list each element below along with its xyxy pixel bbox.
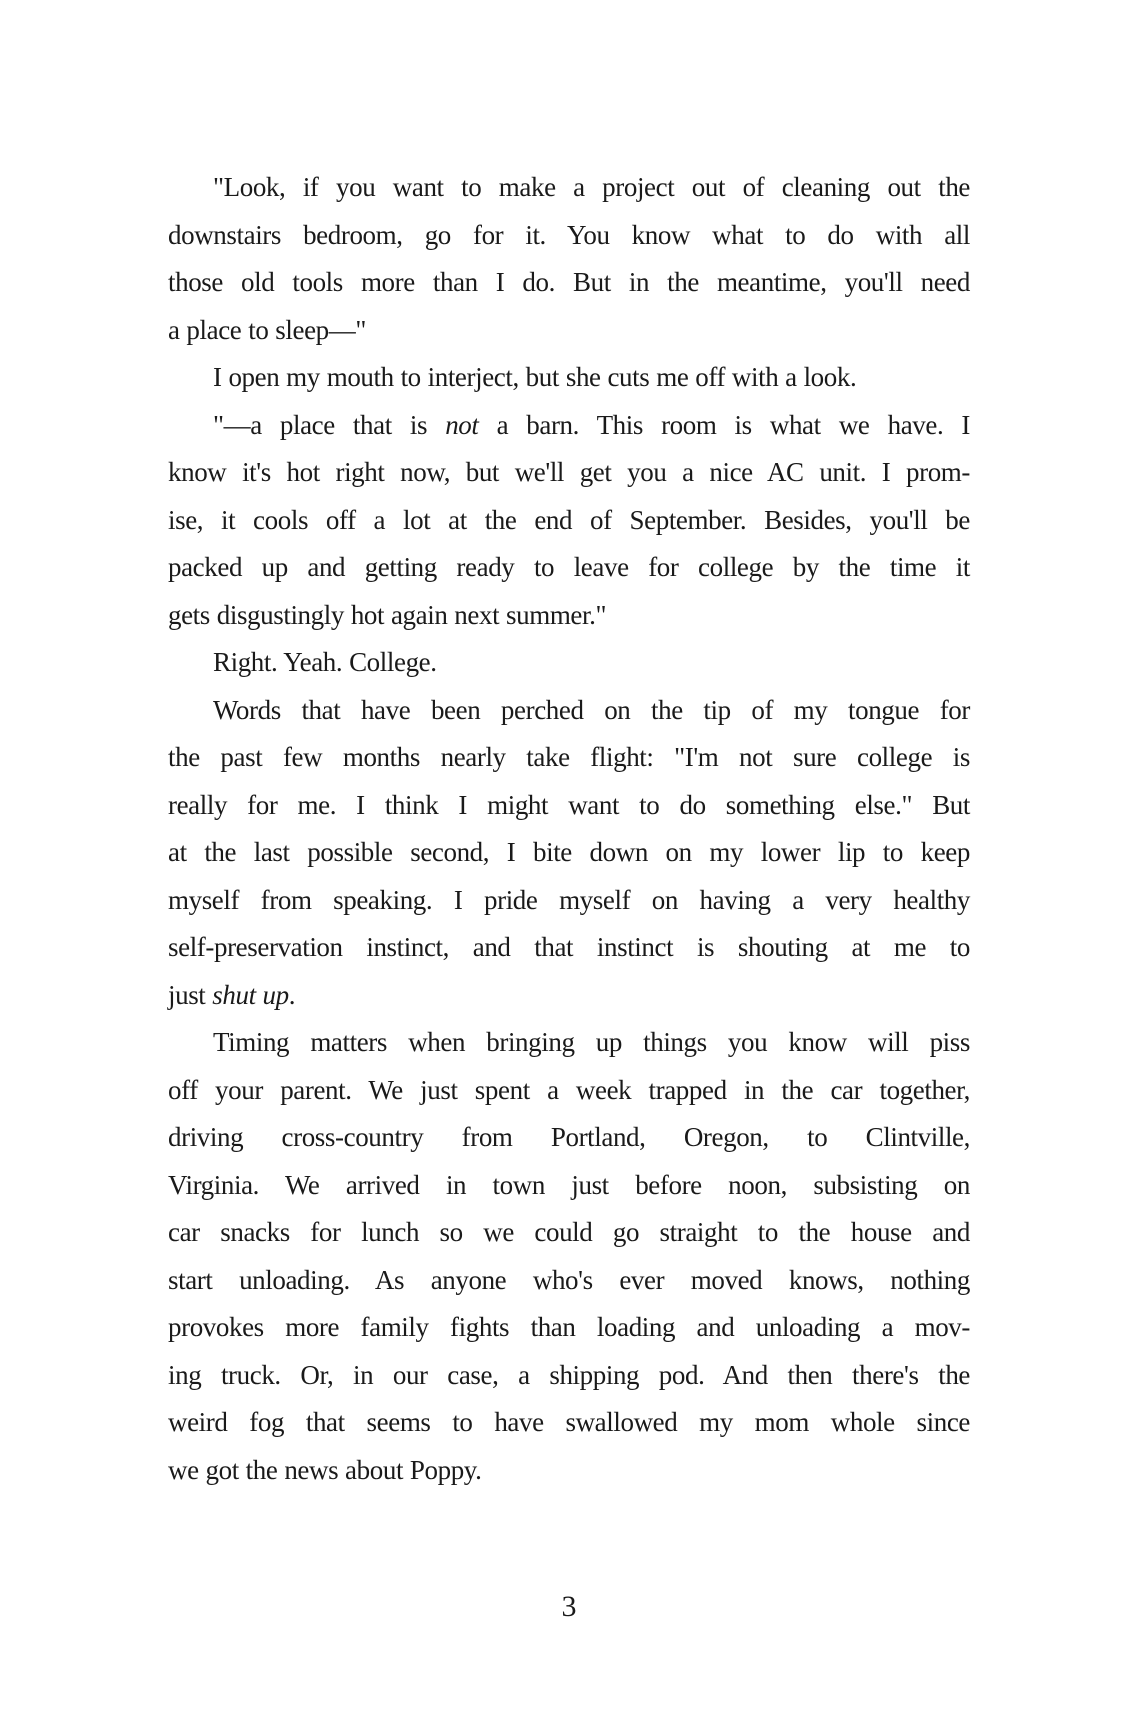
text-line: downstairs bedroom, go for it. You know what to do with all: [168, 219, 970, 250]
text-line: ing truck. Or, in our case, a shipping pod. And then there's the: [168, 1359, 970, 1390]
text-line: driving cross-country from Portland, Oregon, to Clintville,: [168, 1122, 970, 1152]
text-line: know it's hot right now, but we'll get you a nice AC unit. I prom-: [168, 457, 970, 487]
paragraph: [168, 402, 970, 640]
text-line: I open my mouth to interject, but she cuts me off with a look.: [213, 362, 857, 392]
text-line: Words that have been perched on the tip of my tongue for: [213, 694, 970, 725]
text-line: Timing matters when bringing up things you know will piss: [213, 1027, 970, 1057]
text-line: weird fog that seems to have swallowed my mom whole since: [168, 1407, 970, 1437]
text-line: start unloading. As anyone who's ever moved knows, nothing: [168, 1264, 970, 1295]
paragraph: [168, 354, 970, 402]
body-text: [168, 164, 970, 1494]
text-line: "Look, if you want to make a project out of cleaning out the: [213, 172, 970, 202]
text-line: gets disgustingly hot again next summer.": [168, 599, 607, 630]
text-line: ise, it cools off a lot at the end of September. Besides, you'll be: [168, 504, 970, 535]
text-line: car snacks for lunch so we could go straight to the house and: [168, 1217, 970, 1247]
text-line: Right. Yeah. College.: [213, 647, 437, 677]
text-line: at the last possible second, I bite down on my lower lip to keep: [168, 837, 970, 867]
text-line: the past few months nearly take flight: "I'm not sure college is: [168, 742, 970, 772]
text-line: those old tools more than I do. But in the meantime, you'll need: [168, 267, 970, 297]
paragraph: [168, 687, 970, 1020]
paragraph: [168, 164, 970, 354]
text-line: a place to sleep—": [168, 314, 366, 345]
text-line: Virginia. We arrived in town just before noon, subsisting on: [168, 1169, 970, 1200]
text-line: really for me. I think I might want to do something else." But: [168, 789, 970, 820]
paragraph: [168, 639, 970, 687]
paragraph: [168, 1019, 970, 1494]
text-line: "—a place that is not a barn. This room is what we have. I: [213, 409, 970, 440]
text-line: provokes more family fights than loading and unloading a mov-: [168, 1312, 970, 1342]
text-line: just shut up.: [168, 979, 296, 1010]
text-line: packed up and getting ready to leave for college by the time it: [168, 552, 970, 582]
text-line: myself from speaking. I pride myself on having a very healthy: [168, 884, 970, 915]
text-line: off your parent. We just spent a week trapped in the car together,: [168, 1074, 970, 1105]
text-line: self-preservation instinct, and that instinct is shouting at me to: [168, 932, 970, 962]
text-line: we got the news about Poppy.: [168, 1454, 482, 1485]
page-number: 3: [561, 1590, 577, 1623]
